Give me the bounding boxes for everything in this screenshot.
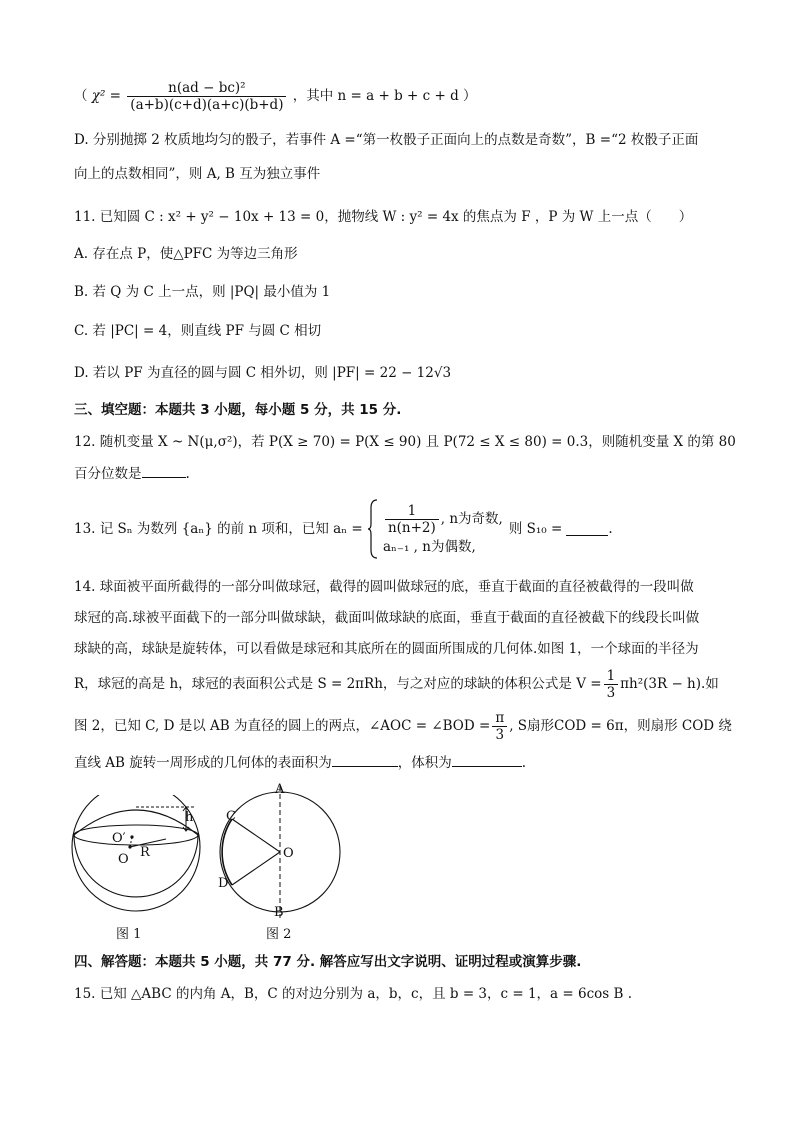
q14-line3: 球缺的高，球缺是旋转体，可以看做是球冠和其底所在的圆面所围成的几何体.如图 1，一个球面的半径为 <box>74 641 699 657</box>
q11-option-c: C. 若 |PC| = 4，则直线 PF 与圆 C 相切 <box>74 323 322 339</box>
q14-line6-tail: ，体积为 <box>397 755 452 771</box>
q14-area-blank[interactable] <box>332 754 398 767</box>
q14-line4 <box>74 668 719 700</box>
q13-answer-blank[interactable] <box>566 523 608 536</box>
figure-2-circle-sector <box>212 780 342 920</box>
fig2-label-b: B <box>274 905 284 920</box>
q14-line4-tail: πh²(3R − h).如 <box>620 676 719 692</box>
q14-angle-frac-den: 3 <box>495 726 505 743</box>
q14-line5 <box>74 710 732 742</box>
q14-line6-text: 直线 AB 旋转一周形成的几何体的表面积为 <box>74 755 332 771</box>
q14-line5-text: 图 2，已知 C, D 是以 AB 为直径的圆上的两点，∠AOC = ∠BOD = <box>74 718 491 734</box>
fig1-label-h: h <box>185 810 194 825</box>
q14-volume-frac-num: 1 <box>604 668 619 685</box>
q14-volume-blank[interactable] <box>452 754 522 767</box>
q14-line1: 14. 球面被平面所截得的一部分叫做球冠，截得的圆叫做球冠的底，垂直于截面的直径被截得的一段叫做 <box>74 579 694 595</box>
formula-lead: （ <box>74 88 88 104</box>
q13-case1-numerator: 1 <box>385 503 439 520</box>
q13-case1 <box>383 503 503 536</box>
q12-line1: 12. 随机变量 X ~ N(μ,σ²)，若 P(X ≥ 70) = P(X ≤ 90) 且 P(72 ≤ X ≤ 80) = 0.3，则随机变量 X 的第 80 <box>74 434 736 450</box>
q14-line4-text: R，球冠的高是 h，球冠的表面积公式是 S = 2πRh，与之对应的球缺的体积公式是 V = <box>74 676 602 692</box>
q13-piecewise <box>367 498 503 560</box>
q11-option-b: B. 若 Q 为 C 上一点，则 |PQ| 最小值为 1 <box>74 284 331 300</box>
chi-symbol: χ² = <box>91 88 121 104</box>
figure-2-caption: 图 2 <box>266 927 292 942</box>
chi-numerator: n(ad − bc)² <box>127 80 286 97</box>
q13-case1-denominator: n(n+2) <box>387 519 436 536</box>
q14-volume-frac-den: 3 <box>606 684 616 701</box>
fig1-label-o-prime: O′ <box>112 831 126 846</box>
section-4-heading: 四、解答题：本题共 5 小题，共 77 分. 解答应写出文字说明、证明过程或演算步骤. <box>74 954 582 970</box>
q10-option-d-line1: D. 分别抛掷 2 枚质地均匀的骰子，若事件 A =“第一枚骰子正面向上的点数是奇数”，B =“2 枚骰子正面 <box>74 132 699 148</box>
q11-option-d: D. 若以 PF 为直径的圆与圆 C 相外切，则 |PF| = 22 − 12√3 <box>74 365 452 381</box>
fig2-label-d: D <box>218 876 229 891</box>
fig2-label-a: A <box>275 782 285 797</box>
q13: 13. 记 Sₙ 为数列 {aₙ} 的前 n 项和，已知 aₙ = $\frac{1}{n(n+2)}$ , n为奇数, aₙ₋₁ , n为偶数, 则 S₁₀ = . <box>74 497 613 561</box>
q10-option-d-line2: 向上的点数相同”，则 A, B 互为独立事件 <box>74 166 321 182</box>
q14-line2: 球冠的高.球被平面截下的一部分叫做球缺，截面叫做球缺的底面，垂直于截面的直径被截下的线段长叫做 <box>74 610 700 626</box>
q11-option-a: A. 存在点 P，使△PFC 为等边三角形 <box>74 246 298 262</box>
figure-1-caption: 图 1 <box>116 927 142 942</box>
q11-stem: 11. 已知圆 C : x² + y² − 10x + 13 = 0，抛物线 W : y² = 4x 的焦点为 F ，P 为 W 上一点（ ） <box>74 209 693 225</box>
fig1-label-r: R <box>140 845 150 860</box>
q13-case2: aₙ₋₁ , n为偶数, <box>382 538 476 555</box>
section-3-heading: 三、填空题：本题共 3 小题，每小题 5 分，共 15 分. <box>74 402 402 418</box>
q12-answer-blank[interactable] <box>142 465 186 478</box>
formula-tail: ，其中 n = a + b + c + d ） <box>292 88 477 104</box>
q12-line2: 百分位数是 . <box>74 466 190 482</box>
q14-line5-tail: , S扇形COD = 6π，则扇形 COD 绕 <box>509 718 732 734</box>
chi-square-formula <box>74 80 477 113</box>
q14-line6: 直线 AB 旋转一周形成的几何体的表面积为 ，体积为 . <box>74 755 527 771</box>
q14-angle-frac-num: π <box>492 710 507 727</box>
chi-fraction <box>127 80 286 113</box>
chi-denominator: (a+b)(c+d)(a+c)(b+d) <box>130 97 284 113</box>
q13-case1-condition: , n为奇数, <box>440 510 503 527</box>
q13-lead: 13. 记 Sₙ 为数列 {aₙ} 的前 n 项和，已知 aₙ = <box>74 521 363 537</box>
q15-stem: 15. 已知 △ABC 的内角 A，B，C 的对边分别为 a，b，c，且 b = 3，c = 1，a = 6cos B . <box>74 986 633 1002</box>
left-brace-icon <box>367 498 379 560</box>
q13-tail: 则 S₁₀ = <box>508 521 563 537</box>
fig2-label-o: O <box>283 846 294 861</box>
q12-line2-text: 百分位数是 <box>74 466 142 482</box>
fig2-label-c: C <box>226 809 236 824</box>
fig1-label-o: O <box>118 852 129 867</box>
